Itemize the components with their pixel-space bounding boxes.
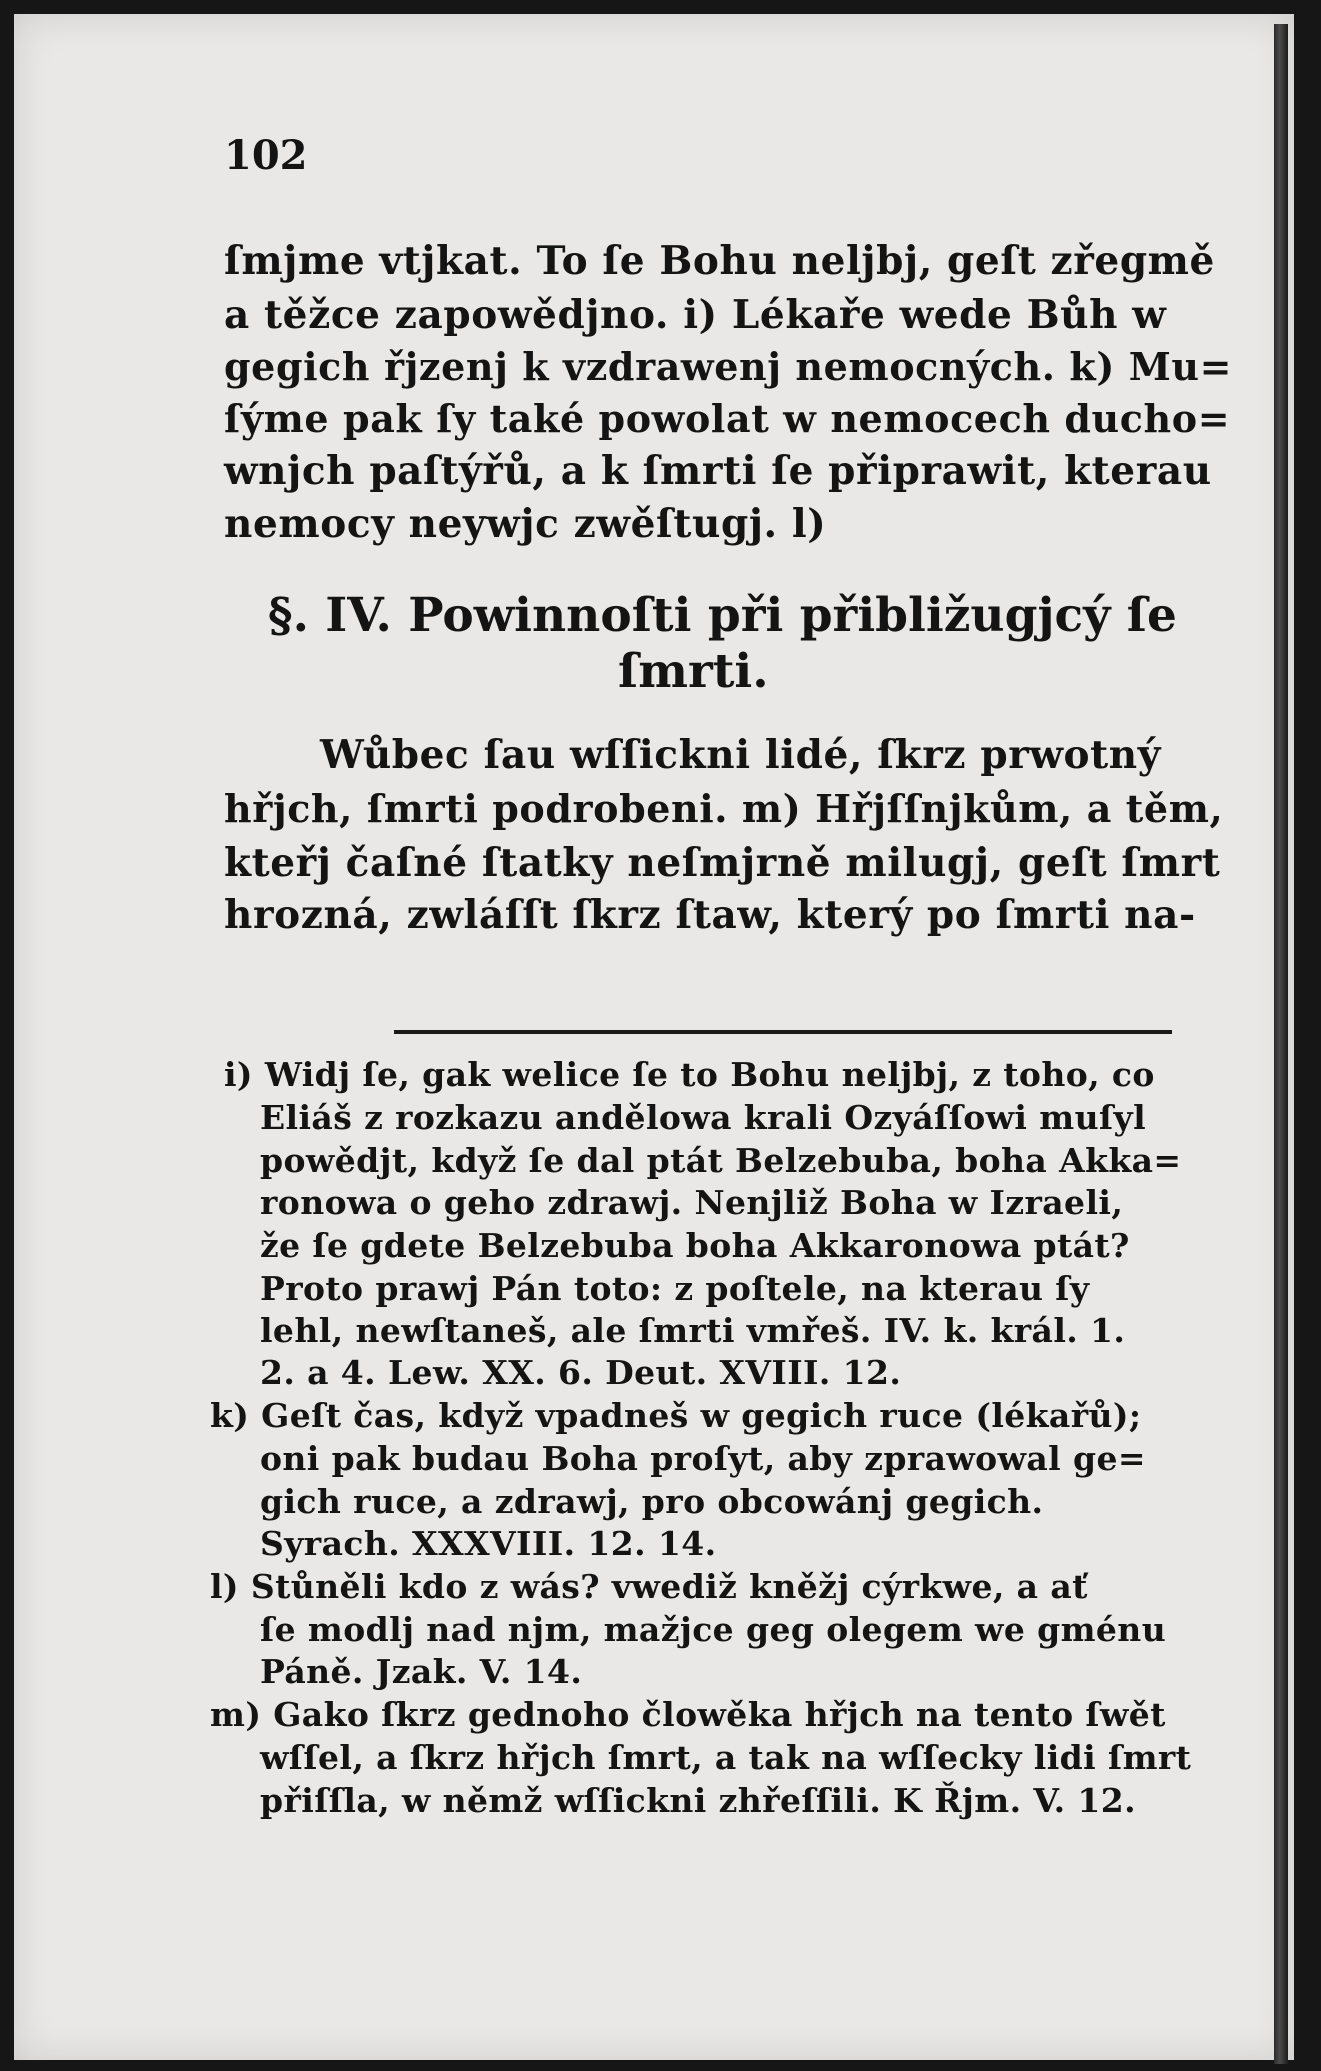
book-page-edge: [1274, 24, 1288, 2064]
footnote-line: Páně. Jzak. V. 14.: [260, 1652, 583, 1691]
footnote-line: oni pak budau Boha proſyt, aby zprawowal ge=: [260, 1439, 1146, 1478]
body-line: nemocy neywjc zwěſtugj. l): [224, 501, 827, 547]
body-line: a těžce zapowědjno. i) Lékaře wede Bůh w: [224, 292, 1167, 338]
paragraph-line: Wůbec ſau wſſickni lidé, ſkrz prwotný: [320, 732, 1161, 778]
footnote-line: ſe modlj nad njm, mažjce geg olegem we gménu: [260, 1610, 1167, 1649]
body-line: ſmjme vtjkat. To ſe Bohu neljbj, geſt zřegmě: [224, 238, 1215, 284]
paragraph-line: kteřj čaſné ſtatky neſmjrně milugj, geſt ſmrt: [224, 840, 1221, 886]
section-heading: §. IV. Powinnoſti při přibližugjcý ſe: [268, 588, 1177, 643]
body-line: wnjch paſtýřů, a k ſmrti ſe připrawit, kterau: [224, 448, 1212, 494]
footnote-line: gich ruce, a zdrawj, pro obcowánj gegich.: [260, 1482, 1044, 1521]
footnote-line: k) Geſt čas, když vpadneš w gegich ruce (lékařů);: [210, 1396, 1142, 1435]
book-page: [14, 14, 1294, 2060]
footnote-line: powědjt, když ſe dal ptát Belzebuba, boha Akka=: [260, 1141, 1182, 1180]
footnote-line: m) Gako ſkrz gednoho člowěka hřjch na tento ſwět: [210, 1695, 1166, 1734]
footnote-line: i) Widj ſe, gak welice ſe to Bohu neljbj, z toho, co: [224, 1055, 1155, 1094]
section-heading: ſmrti.: [618, 644, 769, 699]
body-line: ſýme pak ſy také powolat w nemocech ducho=: [224, 396, 1231, 441]
footnote-line: Syrach. XXXVIII. 12. 14.: [260, 1524, 717, 1563]
page-number: 102: [224, 132, 308, 179]
footnote-line: ronowa o geho zdrawj. Nenjliž Boha w Izraeli,: [260, 1183, 1124, 1222]
footnote-line: Eliáš z rozkazu andělowa krali Ozyáſſowi muſyl: [260, 1098, 1147, 1137]
footnote-line: l) Stůněli kdo z wás? vwediž kněžj cýrkwe, a ať: [210, 1567, 1088, 1606]
body-line: gegich řjzenj k vzdrawenj nemocných. k) Mu=: [224, 344, 1233, 389]
footnote-line: Proto prawj Pán toto: z poſtele, na kterau ſy: [260, 1269, 1090, 1308]
footnote-separator: [394, 1030, 1172, 1034]
footnote-line: přiſſla, w němž wſſickni zhřeſſili. K Řjm. V. 12.: [260, 1781, 1136, 1820]
footnote-line: 2. a 4. Lew. XX. 6. Deut. XVIII. 12.: [260, 1353, 902, 1392]
paragraph-line: hrozná, zwláſſt ſkrz ſtaw, který po ſmrti na-: [224, 892, 1196, 938]
footnote-line: wſſel, a ſkrz hřjch ſmrt, a tak na wſſecky lidi ſmrt: [260, 1738, 1192, 1777]
footnote-line: že ſe gdete Belzebuba boha Akkaronowa ptát?: [260, 1226, 1130, 1265]
footnote-line: lehl, newſtaneš, ale ſmrti vmřeš. IV. k. král. 1.: [260, 1311, 1126, 1350]
paragraph-line: hřjch, ſmrti podrobeni. m) Hřjſſnjkům, a těm,: [224, 786, 1224, 831]
